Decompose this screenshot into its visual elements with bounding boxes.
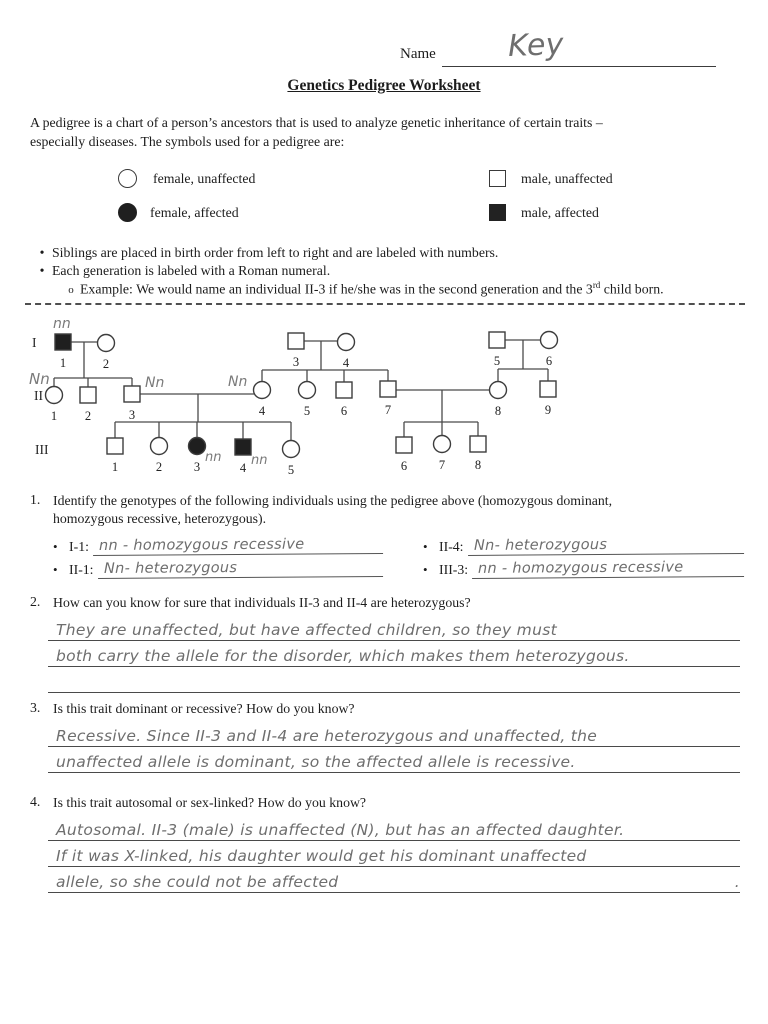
note-siblings: • Siblings are placed in birth order from left to right and are labeled with numbers. (32, 244, 748, 262)
pedigree-symbol-II-7 (380, 381, 396, 397)
pedigree-chart (25, 312, 765, 484)
page-title: Genetics Pedigree Worksheet (287, 77, 481, 94)
pedigree-number-I-4: 4 (342, 356, 350, 370)
question-2-text: How can you know for sure that individuals II-3 and II-4 are heterozygous? (53, 595, 471, 610)
q4-trailing-period: . (734, 873, 740, 892)
bullet-icon: • (39, 263, 45, 278)
female-affected-icon (118, 203, 137, 222)
pedigree-number-III-7: 7 (438, 458, 446, 472)
name-label: Name (400, 46, 436, 62)
bullet-icon: • (423, 562, 428, 578)
q1-answer-handwritten: Nn- heterozygous (97, 559, 383, 579)
pedigree-number-II-7: 7 (384, 403, 392, 417)
pedigree-generation-III: III (35, 442, 49, 457)
legend-label-male-unaffected: male, unaffected (521, 171, 613, 186)
pedigree-number-I-5: 5 (493, 354, 501, 368)
note-example: o Example: We would name an individual II-3 if he/she was in the second generation and the 3rd child born. (62, 280, 762, 299)
question-3-text: Is this trait dominant or recessive? How do you know? (53, 701, 355, 716)
bullet-icon: • (53, 539, 58, 555)
q1-label: I-1: (69, 539, 89, 555)
pedigree-number-II-6: 6 (340, 404, 348, 418)
sub-bullet-icon: o (68, 283, 74, 296)
question-1-right-column (423, 534, 744, 580)
pedigree-symbol-I-5 (489, 332, 505, 348)
ordinal-superscript: rd (592, 280, 601, 290)
pedigree-number-III-3: 3 (193, 460, 201, 474)
bullet-icon: • (39, 245, 45, 260)
question-1-answers (53, 534, 744, 580)
q1-item-III-3 (423, 557, 744, 578)
pedigree-symbol-I-1 (55, 334, 71, 350)
pedigree-symbol-II-2 (80, 387, 96, 403)
pedigree-number-II-5: 5 (303, 404, 311, 418)
pedigree-symbol-I-6 (541, 332, 558, 349)
pedigree-number-I-6: 6 (545, 354, 553, 368)
question-1-text: Identify the genotypes of the following individuals using the pedigree above (homozygous dominant, homozygous recessive, heterozygous). (53, 493, 613, 527)
pedigree-symbol-II-1 (46, 387, 63, 404)
pedigree-genotype-handwritten: nn (251, 453, 268, 468)
female-unaffected-icon (118, 169, 137, 188)
q1-answer-handwritten: Nn- heterozygous (467, 536, 744, 556)
name-handwritten-value: Key (507, 27, 565, 64)
intro-paragraph (30, 113, 746, 151)
q1-item-I-1 (53, 534, 383, 555)
pedigree-symbol-III-2 (151, 438, 168, 455)
pedigree-number-III-8: 8 (474, 458, 482, 472)
q1-answer-handwritten: nn - homozygous recessive (93, 536, 383, 556)
pedigree-symbol-I-2 (98, 335, 115, 352)
intro-line-1: A pedigree is a chart of a person’s ancestors that is used to analyze genetic inheritance of certain traits – (30, 115, 603, 130)
pedigree-symbol-I-4 (338, 334, 355, 351)
intro-line-2: especially diseases. The symbols used for a pedigree are: (30, 134, 345, 150)
q1-label: III-3: (439, 562, 469, 578)
pedigree-symbol-III-6 (396, 437, 412, 453)
pedigree-genotype-handwritten: nn (53, 316, 71, 332)
q2-answer-line: They are unaffected, but have affected children, so they must (48, 615, 740, 641)
q4-answer-line: If it was X-linked, his daughter would get his dominant unaffected (48, 841, 740, 867)
pedigree-symbol-II-3 (124, 386, 140, 402)
pedigree-symbol-III-1 (107, 438, 123, 454)
dashed-separator (25, 303, 745, 305)
bullet-icon: • (53, 562, 58, 578)
pedigree-number-II-2: 2 (84, 409, 92, 423)
pedigree-generation-I: I (32, 335, 37, 350)
pedigree-symbol-II-5 (299, 382, 316, 399)
pedigree-symbol-III-3 (189, 438, 206, 455)
pedigree-genotype-handwritten: nn (205, 450, 222, 465)
question-2 (30, 594, 744, 693)
pedigree-symbol-II-6 (336, 382, 352, 398)
pedigree-number-II-4: 4 (258, 404, 266, 418)
pedigree-symbol-I-3 (288, 333, 304, 349)
note-generations: • Each generation is labeled with a Roman numeral. (32, 262, 748, 280)
pedigree-genotype-handwritten: Nn (228, 374, 248, 390)
q1-answer-handwritten: nn - homozygous recessive (472, 559, 744, 579)
pedigree-number-I-1: 1 (59, 356, 67, 370)
pedigree-symbol-II-4 (254, 382, 271, 399)
pedigree-number-II-8: 8 (494, 404, 502, 418)
pedigree-number-I-2: 2 (102, 357, 110, 371)
pedigree-symbol-III-8 (470, 436, 486, 452)
q2-answer-line: both carry the allele for the disorder, which makes them heterozygous. (48, 641, 740, 667)
question-4-number: 4. (30, 794, 41, 809)
q3-answer-line: Recessive. Since II-3 and II-4 are heterozygous and unaffected, the (48, 721, 740, 747)
q4-answer-line: allele, so she could not be affected . (48, 867, 740, 893)
q1-label: II-1: (69, 562, 94, 578)
q1-item-II-4 (423, 534, 744, 555)
pedigree-generation-II: II (34, 388, 43, 403)
q1-label: II-4: (439, 539, 464, 555)
question-4-answer (48, 815, 740, 893)
pedigree-number-III-2: 2 (155, 460, 163, 474)
pedigree-symbol-III-4 (235, 439, 251, 455)
pedigree-number-I-3: 3 (292, 355, 300, 369)
question-1-number: 1. (30, 492, 41, 507)
name-line (442, 66, 716, 67)
question-2-number: 2. (30, 594, 41, 609)
legend-label-male-affected: male, affected (521, 205, 599, 220)
question-4 (30, 794, 744, 893)
q1-item-II-1 (53, 557, 383, 578)
legend-label-female-unaffected: female, unaffected (153, 171, 256, 186)
legend-label-female-affected: female, affected (150, 205, 239, 220)
pedigree-number-III-5: 5 (287, 463, 295, 477)
q2-answer-line (48, 667, 740, 693)
question-1 (30, 492, 744, 580)
pedigree-number-III-1: 1 (111, 460, 119, 474)
pedigree-genotype-handwritten: Nn (29, 370, 50, 388)
male-affected-icon (489, 204, 506, 221)
question-3-answer (48, 721, 740, 773)
question-2-answer (48, 615, 740, 693)
pedigree-number-III-4: 4 (239, 461, 247, 475)
pedigree-symbol-II-8 (490, 382, 507, 399)
pedigree-symbol-III-7 (434, 436, 451, 453)
pedigree-number-III-6: 6 (400, 459, 408, 473)
pedigree-number-II-1: 1 (50, 409, 58, 423)
question-3-number: 3. (30, 700, 41, 715)
question-4-text: Is this trait autosomal or sex-linked? How do you know? (53, 795, 367, 810)
question-1-left-column (53, 534, 383, 580)
q4-answer-line: Autosomal. II-3 (male) is unaffected (N), but has an affected daughter. (48, 815, 740, 841)
pedigree-number-II-3: 3 (128, 408, 136, 422)
pedigree-genotype-handwritten: Nn (145, 375, 165, 391)
bullet-icon: • (423, 539, 428, 555)
male-unaffected-icon (489, 170, 506, 187)
pedigree-number-II-9: 9 (544, 403, 552, 417)
question-3 (30, 700, 744, 773)
pedigree-symbol-III-5 (283, 441, 300, 458)
q3-answer-line: unaffected allele is dominant, so the affected allele is recessive. (48, 747, 740, 773)
pedigree-symbol-II-9 (540, 381, 556, 397)
